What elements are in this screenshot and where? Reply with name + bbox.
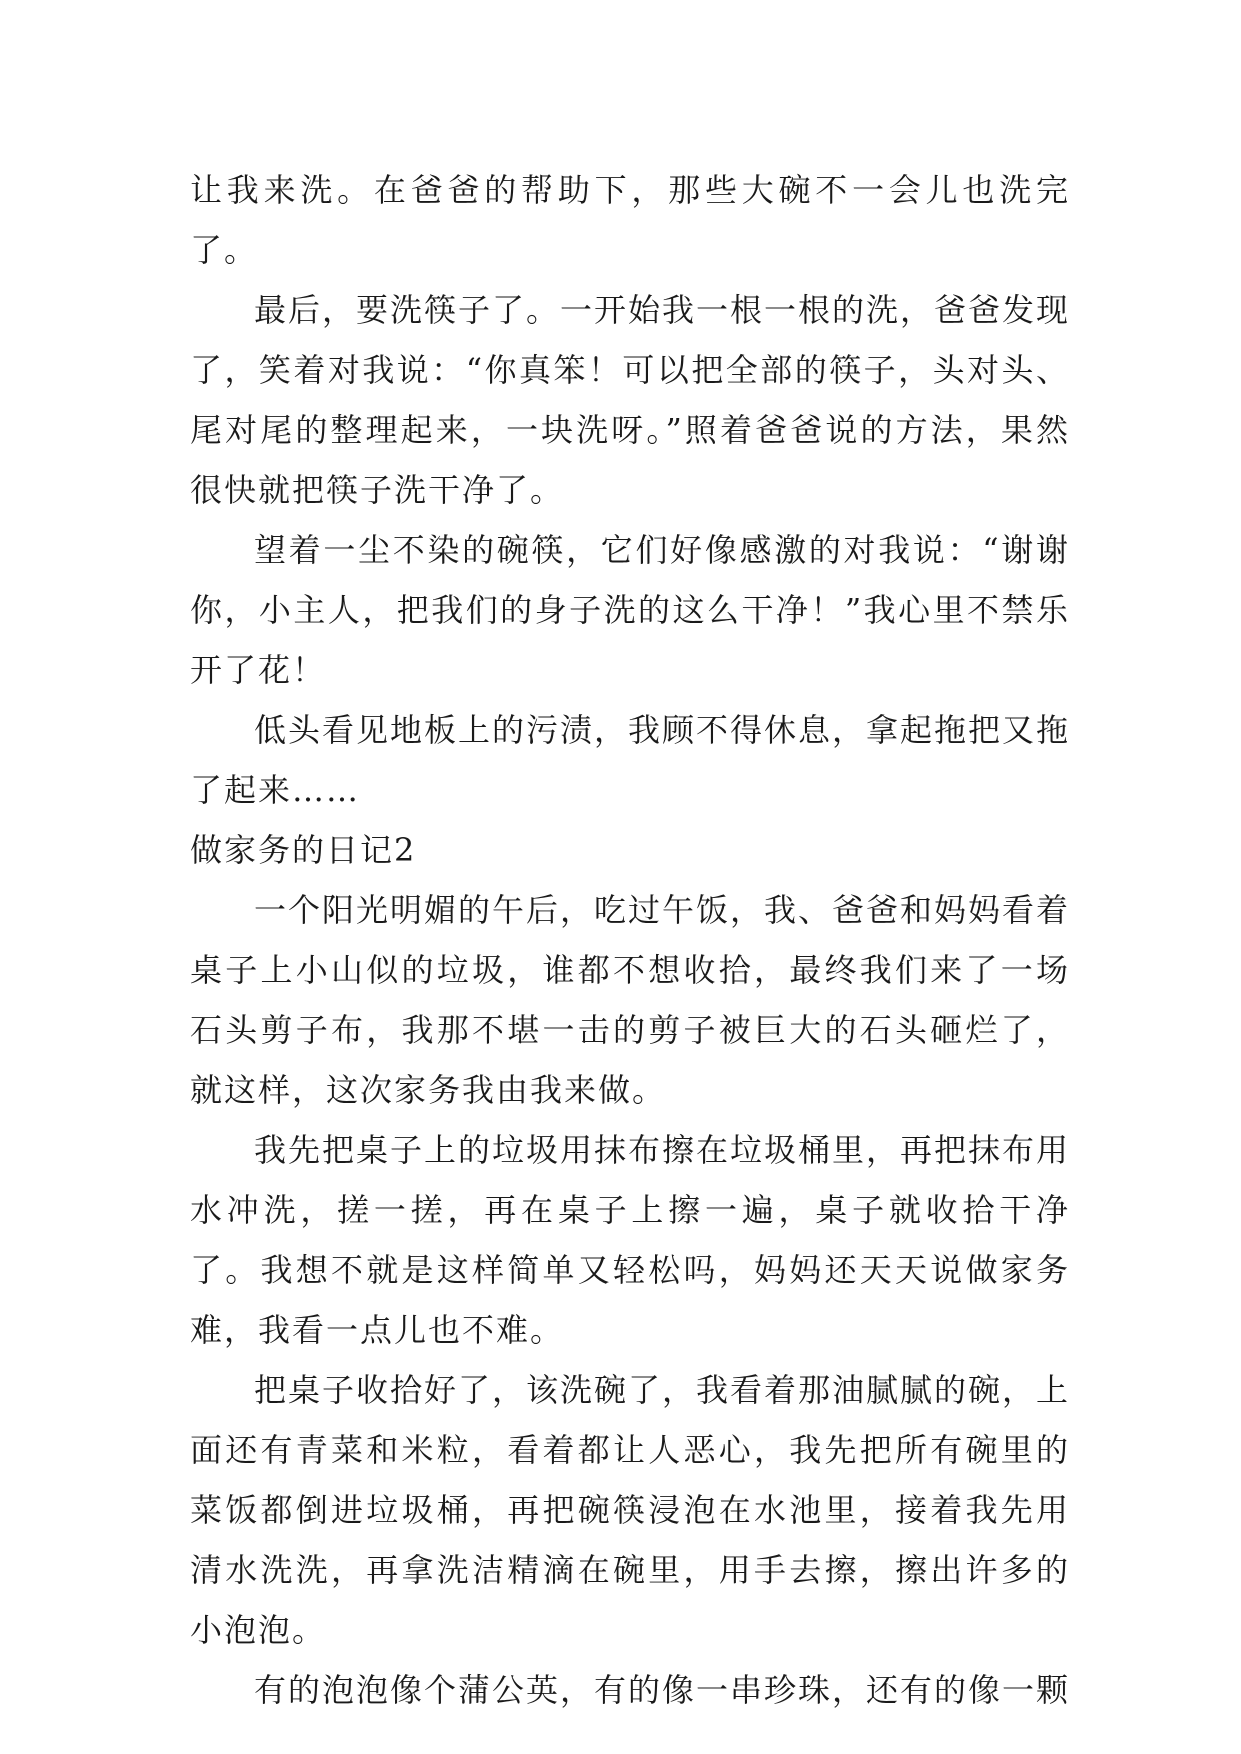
paragraph-7: 把桌子收拾好了，该洗碗了，我看着那油腻腻的碗，上面还有青菜和米粒，看着都让人恶心，我先把所有碗里的菜饭都倒进垃圾桶，再把碗筷浸泡在水池里，接着我先用清水洗洗，再拿洗洁精滴在碗里，用手去擦，擦出许多的小泡泡。 [190,1371,1071,1649]
paragraph-3: 望着一尘不染的碗筷，它们好像感激的对我说：“谢谢你，小主人，把我们的身子洗的这么干净！”我心里不禁乐开了花！ [190,531,1070,689]
section-heading: 做家务的日记2 [190,831,417,869]
paragraph-8: 有的泡泡像个蒲公英，有的像一串珍珠，还有的像一颗 [254,1671,1071,1709]
paragraph-6: 我先把桌子上的垃圾用抹布擦在垃圾桶里，再把抹布用水冲洗，搓一搓，再在桌子上擦一遍，桌子就收拾干净了。我想不就是这样简单又轻松吗，妈妈还天天说做家务难，我看一点儿也不难。 [190,1131,1071,1349]
document-body [190,160,1070,1720]
paragraph-4: 低头看见地板上的污渍，我顾不得休息，拿起拖把又拖了起来…… [190,711,1071,809]
paragraph-2: 最后，要洗筷子了。一开始我一根一根的洗，爸爸发现了，笑着对我说：“你真笨！可以把全部的筷子，头对头、尾对尾的整理起来，一块洗呀。”照着爸爸说的方法，果然很快就把筷子洗干净了。 [190,291,1071,509]
paragraph-5: 一个阳光明媚的午后，吃过午饭，我、爸爸和妈妈看着桌子上小山似的垃圾，谁都不想收拾，最终我们来了一场石头剪子布，我那不堪一击的剪子被巨大的石头砸烂了，就这样，这次家务我由我来做。 [190,891,1071,1109]
paragraph-1: 让我来洗。在爸爸的帮助下，那些大碗不一会儿也洗完了。 [190,171,1070,269]
